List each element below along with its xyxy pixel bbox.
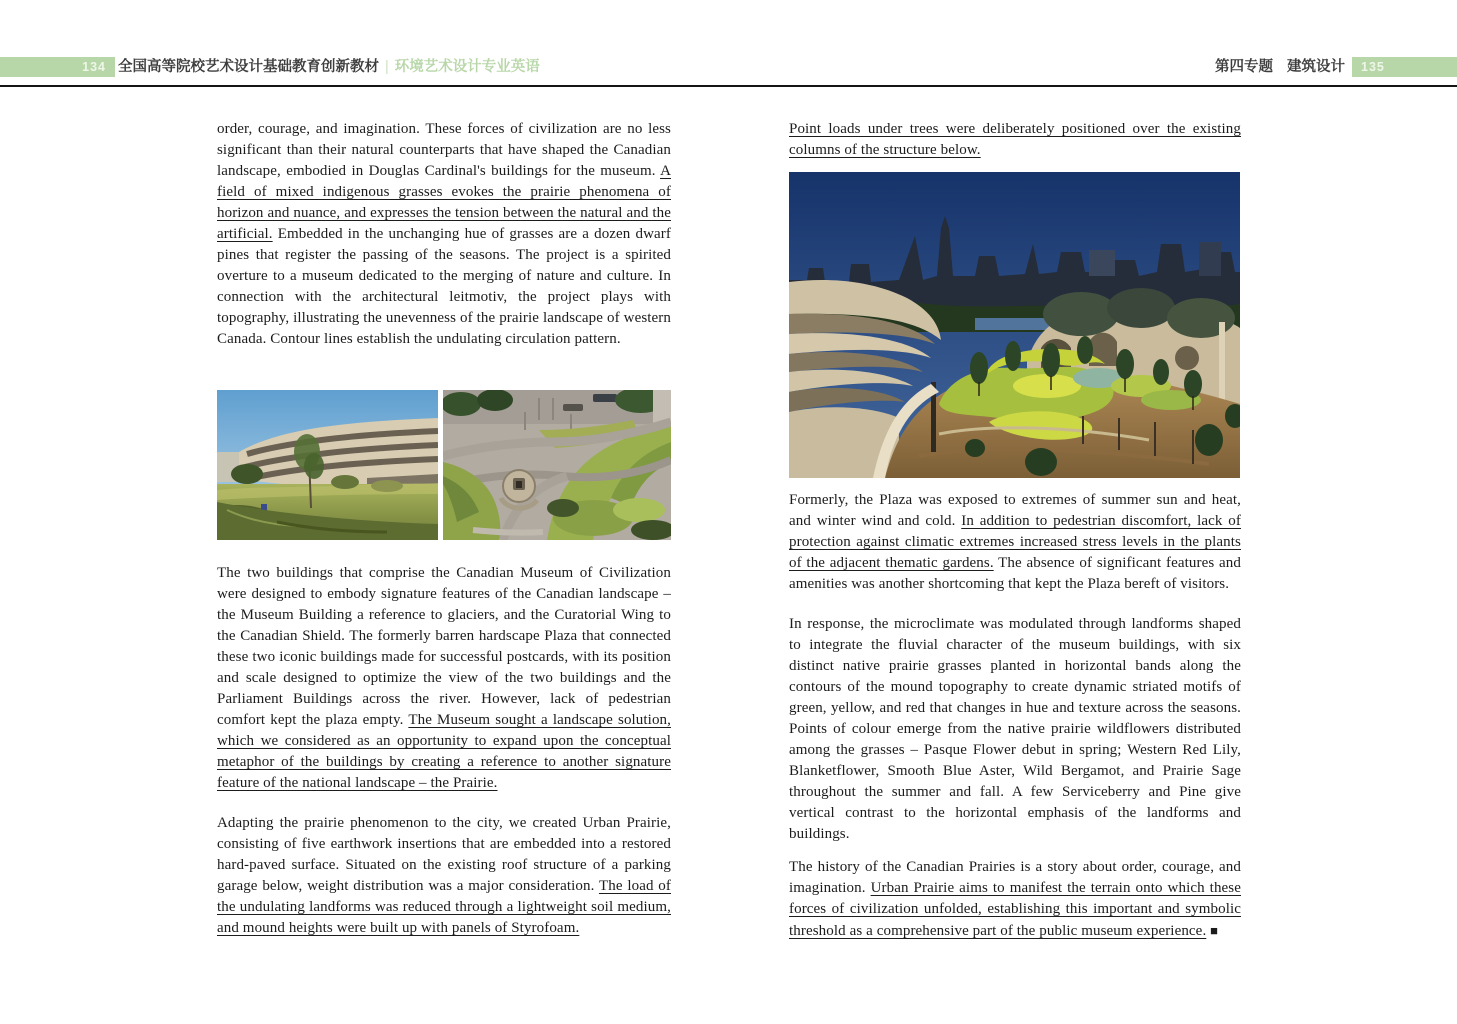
- left-page-number-bar: [0, 57, 115, 77]
- article-end-mark: ■: [1210, 923, 1219, 938]
- paragraph: [789, 614, 1241, 845]
- text-run: Adapting the prairie phenomenon to the city, we created Urban Prairie, consisting of five earthwork insertions that are embedded into a restored hard-paved surface. Situated on the existing roof structure of a parking garage below, weight distribution was a major consideration.: [217, 815, 671, 894]
- left-column-2: [217, 563, 671, 794]
- museum-plaza-panorama-photo: [789, 172, 1240, 478]
- book-series-title: 全国高等院校艺术设计基础教育创新教材: [118, 59, 379, 75]
- underlined-text-run: The load of the undulating landforms was reduced through a lightweight soil medium, and mound heights were built up with panels of Styrofoam.: [217, 878, 671, 936]
- right-page-number: 135: [1361, 60, 1385, 74]
- text-run: Formerly, the Plaza was exposed to extremes of summer sun and heat, and winter wind and cold.: [789, 492, 1241, 529]
- underlined-text-run: Point loads under trees were deliberately positioned over the existing columns of the structure below.: [789, 121, 1241, 158]
- paragraph: [217, 563, 671, 794]
- paragraph: [789, 857, 1241, 942]
- right-column-2: [789, 490, 1241, 595]
- text-run: In response, the microclimate was modulated through landforms shaped to integrate the fluvial character of the museum buildings, with six distinct native prairie grasses planted in horizontal bands along the contours of the mound topography to create dynamic striated motifs of green, yellow, and red that changes in hue and texture across the seasons. Points of colour emerge from the native prairie wildflowers distributed among the grasses – Pasque Flower debut in spring; Western Red Lily, Blanketflower, Smooth Blue Aster, Wild Bergamot, and Prairie Sage throughout the summer and fall. A few Serviceberry and Pine give vertical contrast to the horizontal emphasis of the landforms and buildings.: [789, 616, 1241, 842]
- paragraph: [789, 490, 1241, 595]
- header-rule: [0, 85, 1457, 87]
- left-page-number: 134: [82, 60, 106, 74]
- chapter-topic: 建筑设计: [1287, 59, 1345, 75]
- right-page-number-bar: [1352, 57, 1457, 77]
- text-run: Embedded in the unchanging hue of grasses are a dozen dwarf pines that register the passing of the seasons. The project is a spirited overture to a museum dedicated to the merging of nature and culture. In connection with the architectural leitmotiv, the project plays with topography, illustrating the unevenness of the prairie landscape of western Canada. Contour lines establish the undulating circulation pattern.: [217, 226, 671, 347]
- paragraph: [789, 119, 1241, 161]
- right-column-3: [789, 614, 1241, 845]
- underlined-text-run: In addition to pedestrian discomfort, lack of protection against climatic extremes increased stress levels in the plants of the adjacent thematic gardens.: [789, 513, 1242, 571]
- plaza-aerial-photo: [443, 390, 671, 540]
- photo-pair: [217, 390, 671, 540]
- paragraph: [217, 813, 671, 939]
- museum-building-photo: [217, 390, 438, 540]
- right-column-4: [789, 857, 1241, 942]
- left-column: [217, 119, 671, 350]
- text-run: order, courage, and imagination. These forces of civilization are no less significant than their natural counterparts that have shaped the Canadian landscape, embodied in Douglas Cardinal's buildings for the museum.: [217, 121, 671, 179]
- underlined-text-run: Urban Prairie aims to manifest the terrain onto which these forces of civilization unfolded, establishing this important and symbolic threshold as a comprehensive part of the public museum experience.: [789, 880, 1241, 939]
- text-run: The absence of significant features and amenities was another shortcoming that kept the Plaza bereft of visitors.: [789, 555, 1241, 592]
- right-column-1: [789, 119, 1241, 161]
- right-running-header: [1215, 57, 1345, 77]
- paragraph: [217, 119, 671, 350]
- left-column-3: [217, 813, 671, 939]
- header-separator: |: [385, 59, 389, 75]
- book-subtitle: 环境艺术设计专业英语: [394, 59, 540, 75]
- left-running-header: [118, 57, 540, 77]
- underlined-text-run: A field of mixed indigenous grasses evokes the prairie phenomena of horizon and nuance, and expresses the tension between the natural and the artificial.: [217, 163, 671, 242]
- text-run: The history of the Canadian Prairies is a story about order, courage, and imagination.: [789, 859, 1241, 896]
- chapter-section: 第四专题: [1214, 59, 1273, 75]
- underlined-text-run: The Museum sought a landscape solution, which we considered as an opportunity to expand upon the conceptual metaphor of the buildings by creating a reference to another signature feature of the national landscape – the Prairie.: [217, 712, 671, 791]
- text-run: The two buildings that comprise the Canadian Museum of Civilization were designed to embody signature features of the Canadian landscape – the Museum Building a reference to glaciers, and the Curatorial Wing to the Canadian Shield. The formerly barren hardscape Plaza that connected these two iconic buildings made for successful postcards, with its position and scale designed to optimize the view of the two buildings and the Parliament Buildings across the river. However, lack of pedestrian comfort kept the plaza empty.: [217, 565, 671, 728]
